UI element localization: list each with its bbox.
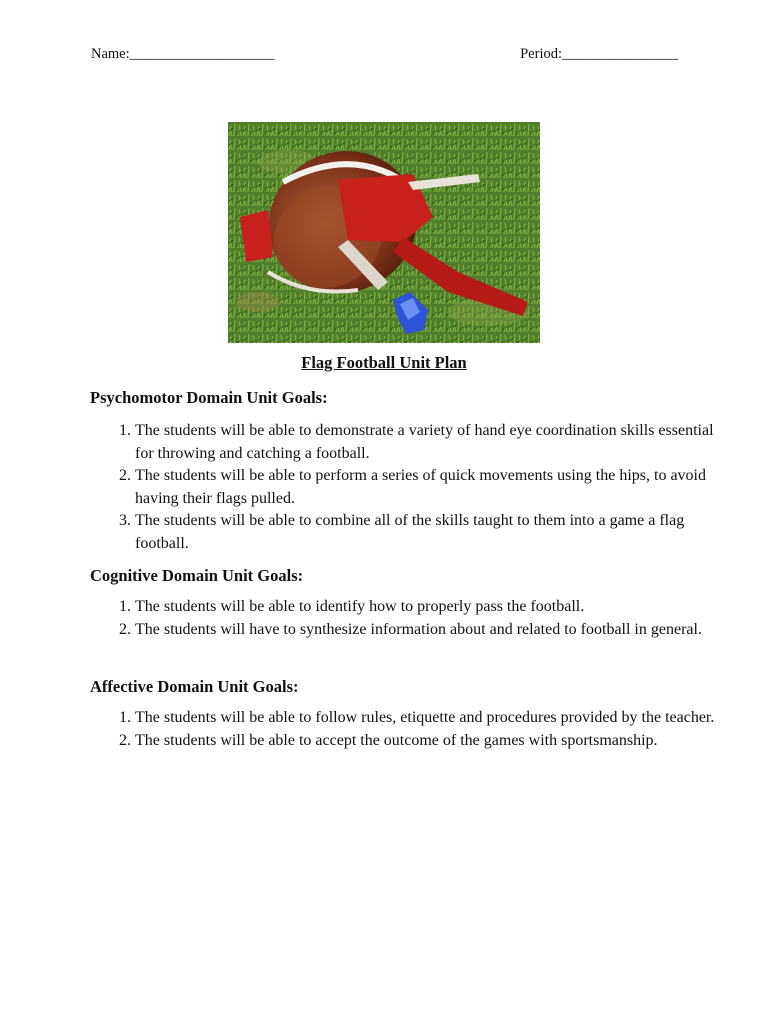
list-item: 2. The students will be able to accept the outcome of the games with sportsmanship. bbox=[135, 730, 735, 753]
affective-goals-list bbox=[90, 707, 735, 752]
list-item: 2. The students will be able to perform a series of quick movements using the hips, to avoid having their flags pulled. bbox=[135, 465, 735, 510]
affective-heading: Affective Domain Unit Goals: bbox=[90, 677, 299, 696]
psychomotor-goals-list bbox=[90, 420, 735, 555]
cognitive-goals-list bbox=[90, 596, 735, 641]
psychomotor-heading: Psychomotor Domain Unit Goals: bbox=[90, 388, 328, 407]
period-field: Period:________________ bbox=[520, 46, 678, 62]
name-field: Name:____________________ bbox=[91, 46, 275, 62]
list-item: 3. The students will be able to combine all of the skills taught to them into a game a flag football. bbox=[135, 510, 735, 555]
student-info-header bbox=[91, 46, 678, 66]
page-title: Flag Football Unit Plan bbox=[301, 353, 467, 372]
list-item: 1. The students will be able to identify how to properly pass the football. bbox=[135, 596, 735, 619]
flag-football-photo bbox=[228, 122, 540, 343]
list-item: 2. The students will have to synthesize information about and related to football in general. bbox=[135, 619, 735, 642]
cognitive-heading: Cognitive Domain Unit Goals: bbox=[90, 566, 304, 585]
list-item: 1. The students will be able to demonstrate a variety of hand eye coordination skills essential for throwing and catching a football. bbox=[135, 420, 735, 465]
list-item: 1. The students will be able to follow rules, etiquette and procedures provided by the teacher. bbox=[135, 707, 735, 730]
